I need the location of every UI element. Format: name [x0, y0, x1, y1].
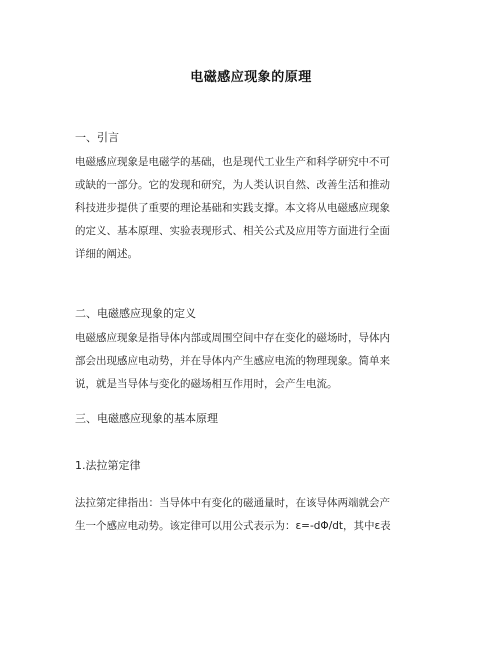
paragraph-line: 电磁感应现象是指导体内部或周围空间中存在变化的磁场时，导体内 [75, 332, 390, 344]
paragraph-line: 部会出现感应电动势，并在导体内产生感应电流的物理现象。简单来 [75, 355, 390, 367]
subsection-heading-faraday: 1.法拉第定律 [75, 459, 141, 472]
paragraph-intro [75, 151, 427, 266]
paragraph-faraday [75, 492, 427, 538]
paragraph-definition [75, 327, 427, 396]
document-title: 电磁感应现象的原理 [190, 70, 312, 85]
paragraph-line: 电磁感应现象是电磁学的基础，也是现代工业生产和科学研究中不可 [75, 156, 390, 168]
paragraph-line: 详细的阐述。 [75, 248, 138, 260]
paragraph-line: 的定义、基本原理、实验表现形式、相关公式及应用等方面进行全面 [75, 225, 390, 237]
paragraph-line: 科技进步提供了重要的理论基础和实践支撑。本文将从电磁感应现象 [75, 202, 390, 214]
paragraph-line: 法拉第定律指出：当导体中有变化的磁通量时，在该导体两端就会产 [75, 497, 390, 509]
section-heading-principle: 三、电磁感应现象的基本原理 [75, 412, 218, 425]
section-heading-intro: 一、引言 [75, 131, 119, 144]
paragraph-line: 生一个感应电动势。该定律可以用公式表示为：ε=-dΦ/dt，其中ε表 [75, 520, 391, 532]
paragraph-line: 或缺的一部分。它的发现和研究，为人类认识自然、改善生活和推动 [75, 179, 390, 191]
paragraph-line: 说，就是当导体与变化的磁场相互作用时，会产生电流。 [75, 378, 338, 390]
section-heading-definition: 二、电磁感应现象的定义 [75, 307, 196, 320]
